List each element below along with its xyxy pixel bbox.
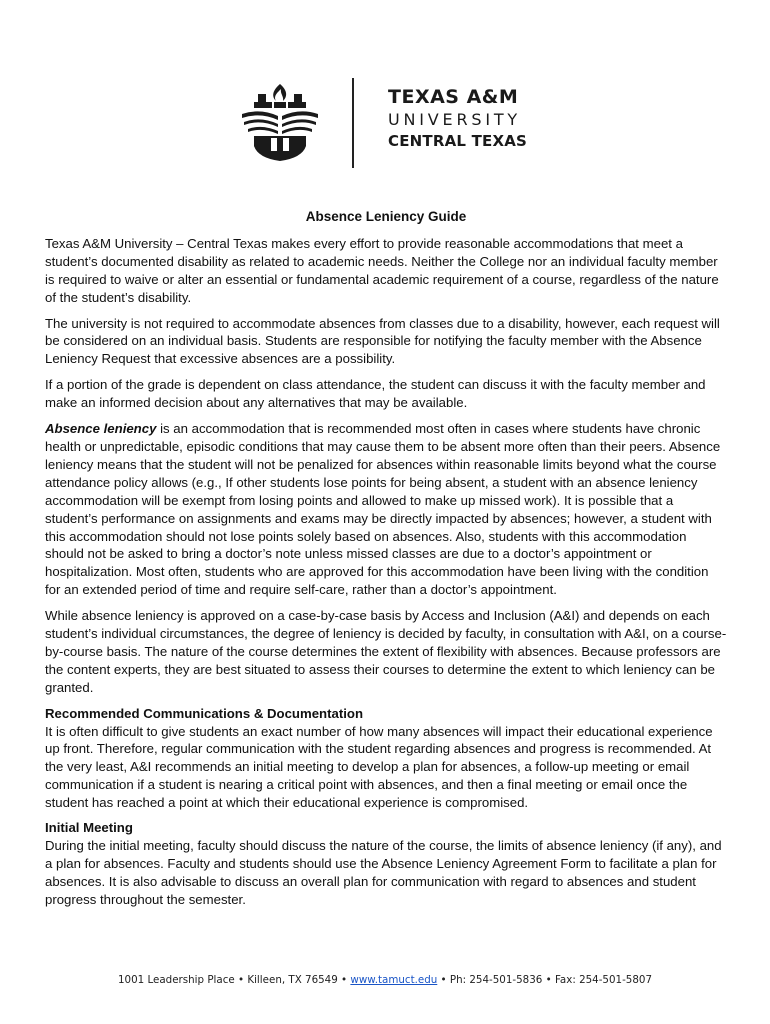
footer-address: 1001 Leadership Place • Killeen, TX 76549 • [117,974,351,986]
section-body-communications: It is often difficult to give students an exact number of how many absences will impact their educational experience up front. Therefore, regular communication with the student regarding absences and progress is recommended. At the very least, A&I recommends an initial meeting to develop a plan for absences, a follow-up meeting or email communication if a student is nearing a critical point with absences, and then a final meeting or email once the student has reached a point at which their educational experience is compromised. [45,723,713,811]
document-body [45,208,727,909]
paragraph-absence-leniency-text: is an accommodation that is recommended most often in cases where students have chronic health or unpredictable, episodic conditions that may cause them to be absent more often than their peers. Absence leniency means that the student will not be penalized for absences within reasonable limits beyond what the course attendance policy allows (e.g., If other students lose points for being absent, a student with an absence leniency accommodation will be exempt from losing points and allowed to make up missed work). It is possible that a student’s performance on assignments and exams may be directly impacted by absences; however, a student with this accommodation should not lose points solely based on absences. Also, students with this accommodation should not be asked to bring a doctor’s note unless missed classes are due to a doctor’s appointment or hospitalization. Most often, students who are approved for this accommodation have been living with the condition for an extended period of time and require self-care, rather than a doctor’s appointment. [45,421,721,598]
section-body-initial-meeting: During the initial meeting, faculty should discuss the nature of the course, the limits of absence leniency (if any), and a plan for absences. Faculty and students should use the Absence Leniency Agreement Form to facilitate a plan for absences. It is also advisable to discuss an overall plan for communication with regard to absences and student progress throughout the semester. [45,838,722,907]
logo-line-central-texas: CENTRAL TEXAS [388,132,528,150]
logo-line-texas-am: TEXAS A&M [388,86,519,108]
paragraph-absence-leniency-definition [45,420,727,599]
paragraph-intro: Texas A&M University – Central Texas makes every effort to provide reasonable accommodations that meet a student’s documented disability as related to academic needs. Neither the College nor an individual faculty member is required to waive or alter an essential or fundamental academic requirement of a course, regardless of the nature of the student’s disability. [45,235,719,305]
logo-divider [352,78,354,168]
logo-wordmark [388,86,548,151]
section-heading-initial-meeting: Initial Meeting [45,820,133,836]
term-absence-leniency: Absence leniency [45,421,157,437]
document-title: Absence Leniency Guide [305,209,467,224]
paragraph-absences-policy: The university is not required to accommodate absences from classes due to a disability, however, each request will be considered on an individual basis. Students are responsible for notifying the faculty member with the Absence Leniency Request that excessive absences are a possibility. [45,315,720,367]
section-heading-communications: Recommended Communications & Documentation [45,705,364,721]
footer-website-link[interactable]: www.tamuct.edu [350,974,438,986]
page-footer [0,974,770,986]
paragraph-case-by-case: While absence leniency is approved on a case-by-case basis by Access and Inclusion (A&I) and depends on each student’s individual circumstances, the degree of leniency is decided by faculty, in consultation with A&I, on a course-by-course basis. The nature of the course determines the extent of flexibility with absences. Because professors are the content experts, they are best situated to assess their courses to determine the extent to which leniency can be granted. [45,608,727,695]
university-logo [240,78,540,170]
logo-line-university: UNIVERSITY [388,110,521,129]
footer-contact: • Ph: 254-501-5836 • Fax: 254-501-5807 [437,974,653,986]
paragraph-grade-attendance: If a portion of the grade is dependent on class attendance, the student can discuss it with the faculty member and make an informed decision about any alternatives that may be available. [45,377,706,411]
university-emblem-icon [240,82,320,162]
